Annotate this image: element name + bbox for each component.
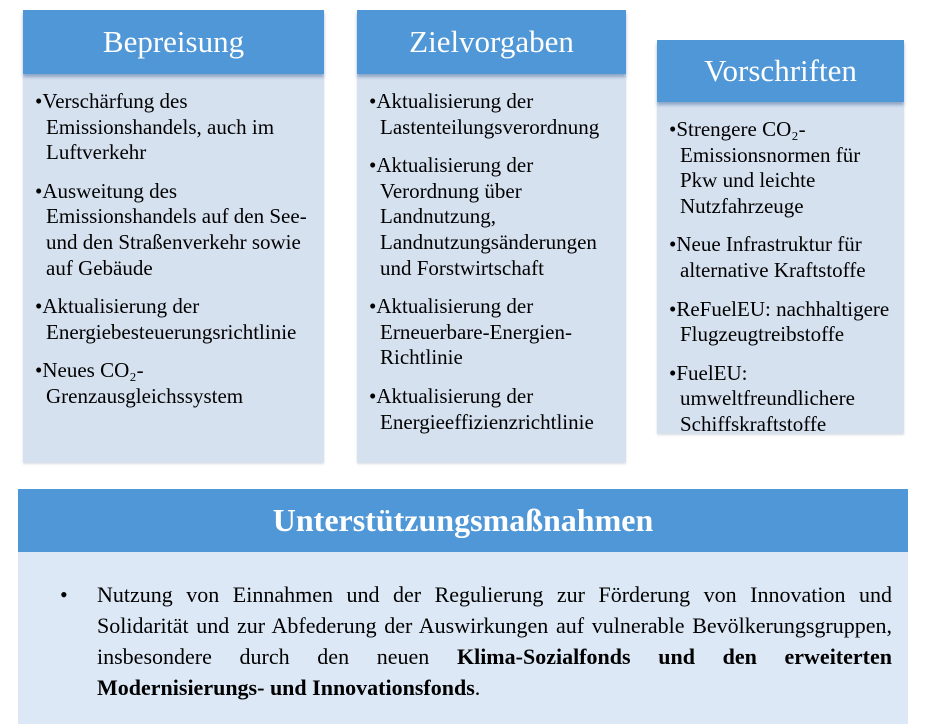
column-pricing-title: Bepreisung	[102, 24, 245, 59]
bullet-marker: •	[60, 582, 68, 607]
list-item: • Aktualisierung der Energiebesteuerungsrichtlinie	[35, 294, 316, 345]
column-pricing-body	[23, 74, 324, 462]
column-rules-title: Vorschriften	[704, 53, 857, 88]
list-item: • Neue Infrastruktur für alternative Kraftstoffe	[669, 232, 896, 283]
list-item: • Aktualisierung der Energieeffizienzrichtlinie	[369, 384, 618, 435]
column-pricing-list	[23, 74, 324, 410]
support-paragraph-bold: Klima-Sozialfonds und den erweiterten Modernisierungs- und Innovationsfonds	[97, 644, 892, 700]
list-item: • ReFuelEU: nachhaltigere Flugzeugtreibstoffe	[669, 297, 896, 348]
support-measures-box	[18, 489, 908, 724]
support-paragraph	[97, 582, 892, 700]
support-measures-body	[18, 552, 908, 724]
list-item: • FuelEU: umweltfreundlichere Schiffskraftstoffe	[669, 361, 896, 433]
column-pricing	[23, 10, 324, 462]
list-item: • Neues CO₂-Grenzausgleichssystem	[35, 358, 316, 409]
column-targets-list	[357, 74, 626, 435]
column-rules-list	[657, 102, 904, 433]
column-targets-body	[357, 74, 626, 462]
column-rules	[657, 40, 904, 433]
support-measures-title: Unterstützungsmaßnahmen	[272, 502, 654, 538]
column-targets	[357, 10, 626, 462]
list-item: • Verschärfung des Emissionshandels, auch im Luftverkehr	[35, 89, 316, 166]
support-paragraph-period: .	[474, 675, 481, 700]
list-item: • Aktualisierung der Verordnung über Landnutzung, Landnutzungsänderungen und Forstwirtschaft	[369, 153, 618, 281]
list-item: • Aktualisierung der Erneuerbare-Energien-Richtlinie	[369, 294, 618, 371]
column-targets-title: Zielvorgaben	[409, 24, 574, 59]
column-rules-body	[657, 102, 904, 433]
list-item: • Ausweitung des Emissionshandels auf den See- und den Straßenverkehr sowie auf Gebäude	[35, 179, 316, 281]
list-item: • Aktualisierung der Lastenteilungsverordnung	[369, 89, 618, 140]
column-pricing-header	[23, 10, 324, 74]
column-targets-header	[357, 10, 626, 74]
column-rules-header	[657, 40, 904, 102]
support-paragraph-normal: Nutzung von Einnahmen und der Regulierung zur Förderung von Innovation und Solidarität und zur Abfederung der Auswirkungen auf vulnerable Bevölkerungsgruppen, insbesondere durch den neuen	[97, 582, 892, 669]
support-measures-header	[18, 489, 908, 552]
list-item: • Strengere CO₂-Emissionsnormen für Pkw und leichte Nutzfahrzeuge	[669, 117, 896, 219]
